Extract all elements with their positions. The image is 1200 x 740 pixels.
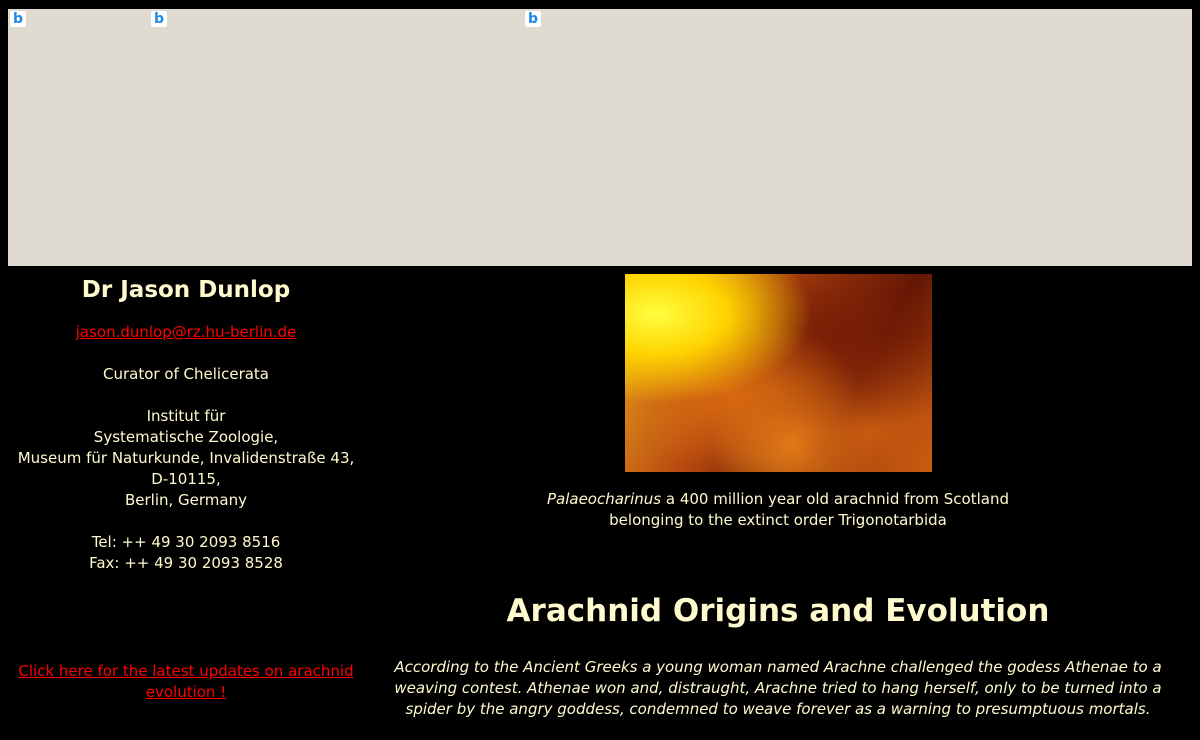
tel: Tel: ++ 49 30 2093 8516 [91,533,281,551]
author-name: Dr Jason Dunlop [81,277,291,303]
fax: Fax: ++ 49 30 2093 8528 [89,554,283,572]
updates-block [8,661,364,703]
address-line: Systematische Zoologie, [93,428,279,446]
banner-frame [8,9,1192,266]
arachne-myth-text: According to the Ancient Greeks a young woman named Arachne challenged the godess Athenae to a weaving contest. Athenae won and, distraught, Arachne tried to hang herself, only to be turned into a spider by the angry goddess, condemned to weave forever as a warning to presumptuous mortals. [394,658,1162,718]
address-line: Berlin, Germany [124,491,247,509]
caption-species: Palaeocharinus [546,490,662,508]
caption-text-2: belonging to the extinct order Trigonotarbida [609,511,947,529]
contact-column [8,272,364,574]
page-title: Arachnid Origins and Evolution [506,593,1050,629]
caption-text: a 400 million year old arachnid from Scotland [661,490,1009,508]
address [8,406,364,511]
email-link[interactable]: jason.dunlop@rz.hu-berlin.de [75,323,297,341]
broken-image-icon: b [151,11,167,27]
photo-caption [380,489,1176,531]
phone-block [8,532,364,574]
updates-link[interactable]: Click here for the latest updates on arachnid evolution ! [18,662,354,701]
broken-image-icon: b [10,11,26,27]
address-line: Museum für Naturkunde, Invalidenstraße 43, [17,449,355,467]
address-line: Institut für [146,407,226,425]
main-content [380,274,1176,720]
address-line: D-10115, [151,470,221,488]
role: Curator of Chelicerata [102,365,269,383]
broken-image-icon: b [525,11,541,27]
palaeocharinus-photo [625,274,932,472]
